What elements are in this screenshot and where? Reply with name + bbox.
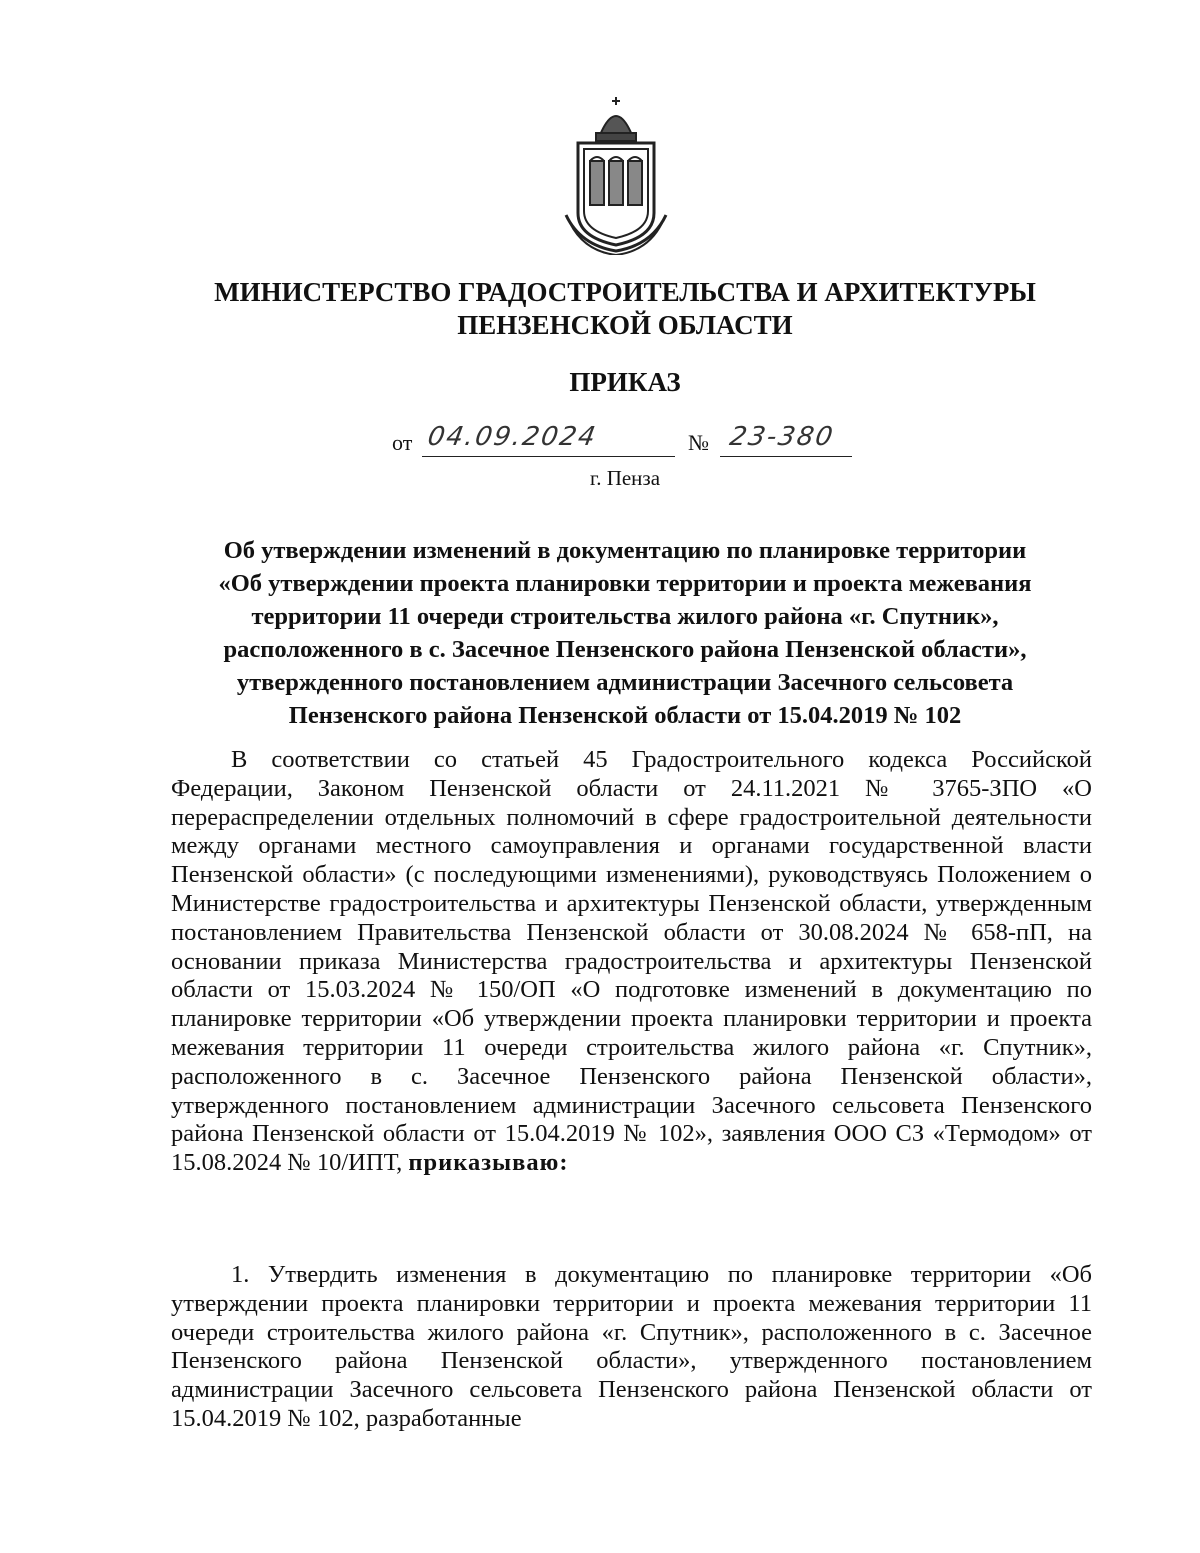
number-underline: [720, 456, 852, 457]
number-prefix: №: [688, 430, 709, 455]
preamble-text: В соответствии со статьей 45 Градостроительного кодекса Российской Федерации, Законом Пензенской области от 24.11.2021 № 3765-ЗПО «О перераспределении отдельных полномочий в сфере градостроительной деятельности между органами местного самоуправления и органами государственной власти Пензенской области» (с последующими изменениями), руководствуясь Положением о Министерстве градостроительства и архитектуры Пензенской области, утвержденным постановлением Правительства Пензенской области от 30.08.2024 № 658-пП, на основании приказа Министерства градостроительства и архитектуры Пензенской области от 15.03.2024 № 150/ОП «О подготовке изменений в документацию по планировке территории «Об утверждении проекта планировки территории и проекта межевания территории 11 очереди строительства жилого района «г. Спутник», расположенного в с. Засечное Пензенского района Пензенской области», утвержденного постановлением администрации Засечного сельсовета Пензенского района Пензенской области от 15.04.2019 № 102», заявления ООО СЗ «Термодом» от 15.08.2024 № 10/ИПТ,: [171, 746, 1092, 1177]
coat-of-arms-icon: [560, 95, 672, 255]
subject-line-2: «Об утверждении проекта планировки территории и проекта межевания: [218, 570, 1032, 597]
subject-line-1: Об утверждении изменений в документацию по планировке территории: [223, 537, 1027, 564]
ministry-line-1: МИНИСТЕРСТВО ГРАДОСТРОИТЕЛЬСТВА И АРХИТЕКТУРЫ: [214, 277, 1036, 307]
doc-type-title: ПРИКАЗ: [569, 367, 681, 397]
city: г. Пенза: [589, 466, 661, 490]
subject-line-3: территории 11 очереди строительства жилого района «г. Спутник»,: [251, 603, 999, 630]
order-date-number: [392, 422, 892, 462]
number-handwritten: 23-380: [727, 422, 837, 452]
ministry-name: [0, 276, 1200, 342]
subject-line-4: расположенного в с. Засечное Пензенского района Пензенской области»,: [223, 636, 1027, 663]
preamble-paragraph: [171, 746, 1092, 1178]
item-1-paragraph: 1. Утвердить изменения в документацию по планировке территории «Об утверждении проекта планировки территории и проекта межевания территории 11 очереди строительства жилого района «г. Спутник», расположенного в с. Засечное Пензенского района Пензенской области», утвержденного постановлением администрации Засечного сельсовета Пензенского района Пензенской области от 15.04.2019 № 102, разработанные: [171, 1261, 1092, 1432]
date-underline: [422, 456, 675, 457]
order-verb: приказываю:: [408, 1149, 569, 1177]
ministry-line-2: ПЕНЗЕНСКОЙ ОБЛАСТИ: [457, 310, 793, 340]
subject-line-5: утвержденного постановлением администрации Засечного сельсовета: [236, 669, 1014, 696]
order-subject: [160, 534, 1090, 732]
subject-line-6: Пензенского района Пензенской области от 15.04.2019 № 102: [288, 702, 962, 729]
date-prefix: от: [392, 430, 413, 455]
date-handwritten: 04.09.2024: [425, 422, 600, 452]
